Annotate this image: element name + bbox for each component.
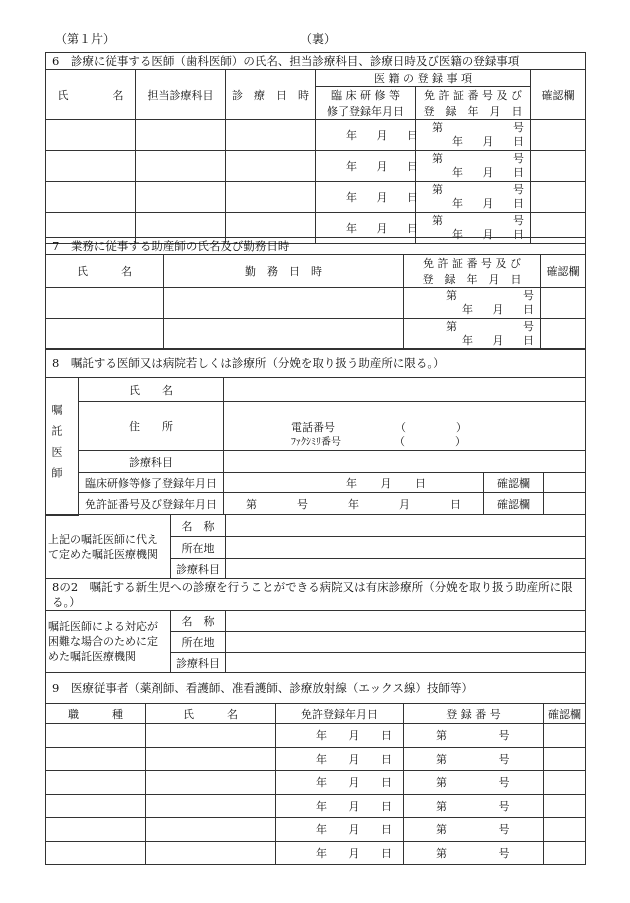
inst-subject-field[interactable] [226, 559, 586, 579]
license-field[interactable]: 第 号 年 月 日 [224, 493, 484, 515]
section-6-table [45, 52, 586, 244]
name-field[interactable] [46, 120, 136, 151]
doctor-subject-label: 診療科目 [79, 451, 224, 473]
doctor-name-label: 氏 名 [79, 378, 224, 402]
number-field[interactable]: 第 号 [404, 841, 544, 865]
table-row [46, 771, 586, 795]
confirm-field[interactable] [544, 794, 586, 818]
rinsho-date-field[interactable]: 年 月 日 [316, 182, 416, 213]
job-field[interactable] [46, 841, 146, 865]
fax-label: ﾌｧｸｼﾐﾘ番号 [291, 436, 341, 448]
col-name: 氏 名 [46, 70, 136, 120]
inst-subject-label: 診療科目 [171, 559, 226, 579]
doctor-name-field[interactable] [224, 378, 586, 402]
number-field[interactable]: 第 号 [404, 747, 544, 771]
subject-field[interactable] [136, 151, 226, 182]
rinsho-date-field[interactable]: 年 月 日 [316, 120, 416, 151]
date-field[interactable]: 年 月 日 [276, 841, 404, 865]
datetime-field[interactable] [164, 319, 404, 350]
number-field[interactable]: 第 号 [404, 724, 544, 748]
inst-name-label: 名 称 [171, 611, 226, 632]
section-6-title: 6 診療に従事する医師（歯科医師）の氏名、担当診療科目、診療日時及び医籍の登録事項 [46, 53, 586, 70]
phone-label: 電話番号 [291, 420, 335, 434]
rinsho-label: 臨床研修等修了登録年月日 [79, 473, 224, 493]
name-field[interactable] [46, 288, 164, 319]
number-field[interactable]: 第 号 [404, 771, 544, 795]
col-confirm: 確認欄 [544, 704, 586, 724]
section-8-2-title: 8の2 嘱託する新生児への診療を行うことができる病院又は有床診療所（分娩を取り扱う助産所に限る。） [46, 579, 586, 611]
job-field[interactable] [46, 724, 146, 748]
inst-subject-label: 診療科目 [171, 653, 226, 673]
rinsho-confirm-field[interactable] [544, 473, 586, 493]
col-license: 免 許 証 番 号 及 び 登 録 年 月 日 [416, 87, 531, 120]
name-field[interactable] [146, 794, 276, 818]
confirm-field[interactable] [544, 818, 586, 842]
license-field[interactable]: 第 号 年 月 日 [404, 319, 541, 350]
confirm-field[interactable] [531, 182, 586, 213]
table-row [46, 794, 586, 818]
table-row [46, 151, 586, 182]
institution-label: 上記の嘱託医師に代えて定めた嘱託医療機関 [46, 515, 171, 579]
confirm-field[interactable] [531, 120, 586, 151]
license-field[interactable]: 第 号 年 月 日 [416, 213, 531, 244]
section-8-table [45, 348, 586, 516]
table-row [46, 319, 586, 350]
table-row [46, 841, 586, 865]
license-field[interactable]: 第 号 年 月 日 [404, 288, 541, 319]
inst-location-label: 所在地 [171, 537, 226, 559]
col-datetime: 診 療 日 時 [226, 70, 316, 120]
page-side: （裏） [300, 32, 337, 46]
name-field[interactable] [146, 747, 276, 771]
col-name: 氏 名 [146, 704, 276, 724]
datetime-field[interactable] [226, 151, 316, 182]
number-field[interactable]: 第 号 [404, 794, 544, 818]
col-confirm: 確認欄 [531, 70, 586, 120]
date-field[interactable]: 年 月 日 [276, 724, 404, 748]
name-field[interactable] [46, 182, 136, 213]
date-field[interactable]: 年 月 日 [276, 818, 404, 842]
datetime-field[interactable] [164, 288, 404, 319]
col-name: 氏 名 [46, 255, 164, 288]
section-8-title: 8 嘱託する医師又は病院若しくは診療所（分娩を取り扱う助産所に限る。） [46, 349, 586, 378]
job-field[interactable] [46, 818, 146, 842]
name-field[interactable] [146, 841, 276, 865]
datetime-field[interactable] [226, 182, 316, 213]
table-row [46, 747, 586, 771]
col-number: 登 録 番 号 [404, 704, 544, 724]
date-field[interactable]: 年 月 日 [276, 747, 404, 771]
date-field[interactable]: 年 月 日 [276, 794, 404, 818]
col-datetime: 勤 務 日 時 [164, 255, 404, 288]
date-field[interactable]: 年 月 日 [276, 771, 404, 795]
inst-location-field[interactable] [226, 537, 586, 559]
section-7-table [45, 237, 586, 350]
license-label: 免許証番号及び登録年月日 [79, 493, 224, 515]
table-row [46, 724, 586, 748]
name-field[interactable] [146, 771, 276, 795]
page-number: （第１片） [55, 32, 116, 46]
job-field[interactable] [46, 771, 146, 795]
subject-field[interactable] [136, 120, 226, 151]
institution-label: 嘱託医師による対応が困難な場合のために定めた嘱託医療機関 [46, 611, 171, 673]
inst-subject-field[interactable] [226, 653, 586, 673]
section-9-table [45, 672, 586, 865]
name-field[interactable] [146, 818, 276, 842]
rinsho-date-field[interactable]: 年 月 日 [224, 473, 484, 493]
license-confirm-label: 確認欄 [484, 493, 544, 515]
confirm-field[interactable] [544, 771, 586, 795]
confirm-field[interactable] [544, 724, 586, 748]
inst-name-label: 名 称 [171, 515, 226, 537]
subject-field[interactable] [136, 182, 226, 213]
table-row [46, 818, 586, 842]
rinsho-date-field[interactable]: 年 月 日 [316, 151, 416, 182]
col-confirm: 確認欄 [541, 255, 586, 288]
doctor-address-label: 住 所 [79, 402, 224, 451]
license-field[interactable]: 第 号 年 月 日 [416, 120, 531, 151]
col-registration: 医 籍 の 登 録 事 項 [316, 70, 531, 87]
datetime-field[interactable] [226, 120, 316, 151]
table-row [46, 182, 586, 213]
doctor-label: 嘱託医師 [46, 378, 79, 516]
doctor-subject-field[interactable] [224, 451, 586, 473]
job-field[interactable] [46, 747, 146, 771]
section-8-2-table [45, 578, 586, 673]
col-subject: 担当診療科目 [136, 70, 226, 120]
confirm-field[interactable] [544, 841, 586, 865]
name-field[interactable] [146, 724, 276, 748]
section-8-institution [45, 514, 586, 579]
license-confirm-field[interactable] [544, 493, 586, 515]
confirm-field[interactable] [531, 151, 586, 182]
confirm-field[interactable] [544, 747, 586, 771]
section-9-title: 9 医療従事者（薬剤師、看護師、准看護師、診療放射線（エックス線）技師等） [46, 673, 586, 704]
name-field[interactable] [46, 319, 164, 350]
inst-name-field[interactable] [226, 611, 586, 632]
job-field[interactable] [46, 794, 146, 818]
table-row [46, 288, 586, 319]
rinsho-date-field[interactable]: 年 月 日 [316, 213, 416, 244]
col-date: 免許登録年月日 [276, 704, 404, 724]
col-license: 免 許 証 番 号 及 び 登 録 年 月 日 [404, 255, 541, 288]
confirm-field[interactable] [541, 288, 586, 319]
confirm-field[interactable] [541, 319, 586, 350]
section-7-title: 7 業務に従事する助産師の氏名及び勤務日時 [46, 238, 586, 255]
inst-location-label: 所在地 [171, 632, 226, 653]
inst-name-field[interactable] [226, 515, 586, 537]
name-field[interactable] [46, 151, 136, 182]
col-job: 職 種 [46, 704, 146, 724]
inst-location-field[interactable] [226, 632, 586, 653]
license-field[interactable]: 第 号 年 月 日 [416, 151, 531, 182]
rinsho-confirm-label: 確認欄 [484, 473, 544, 493]
table-row [46, 120, 586, 151]
number-field[interactable]: 第 号 [404, 818, 544, 842]
col-rinsho: 臨 床 研 修 等 修了登録年月日 [316, 87, 416, 120]
doctor-address-field[interactable]: 電話番号 （ ） ﾌｧｸｼﾐﾘ番号 （ ） [224, 402, 586, 451]
license-field[interactable]: 第 号 年 月 日 [416, 182, 531, 213]
